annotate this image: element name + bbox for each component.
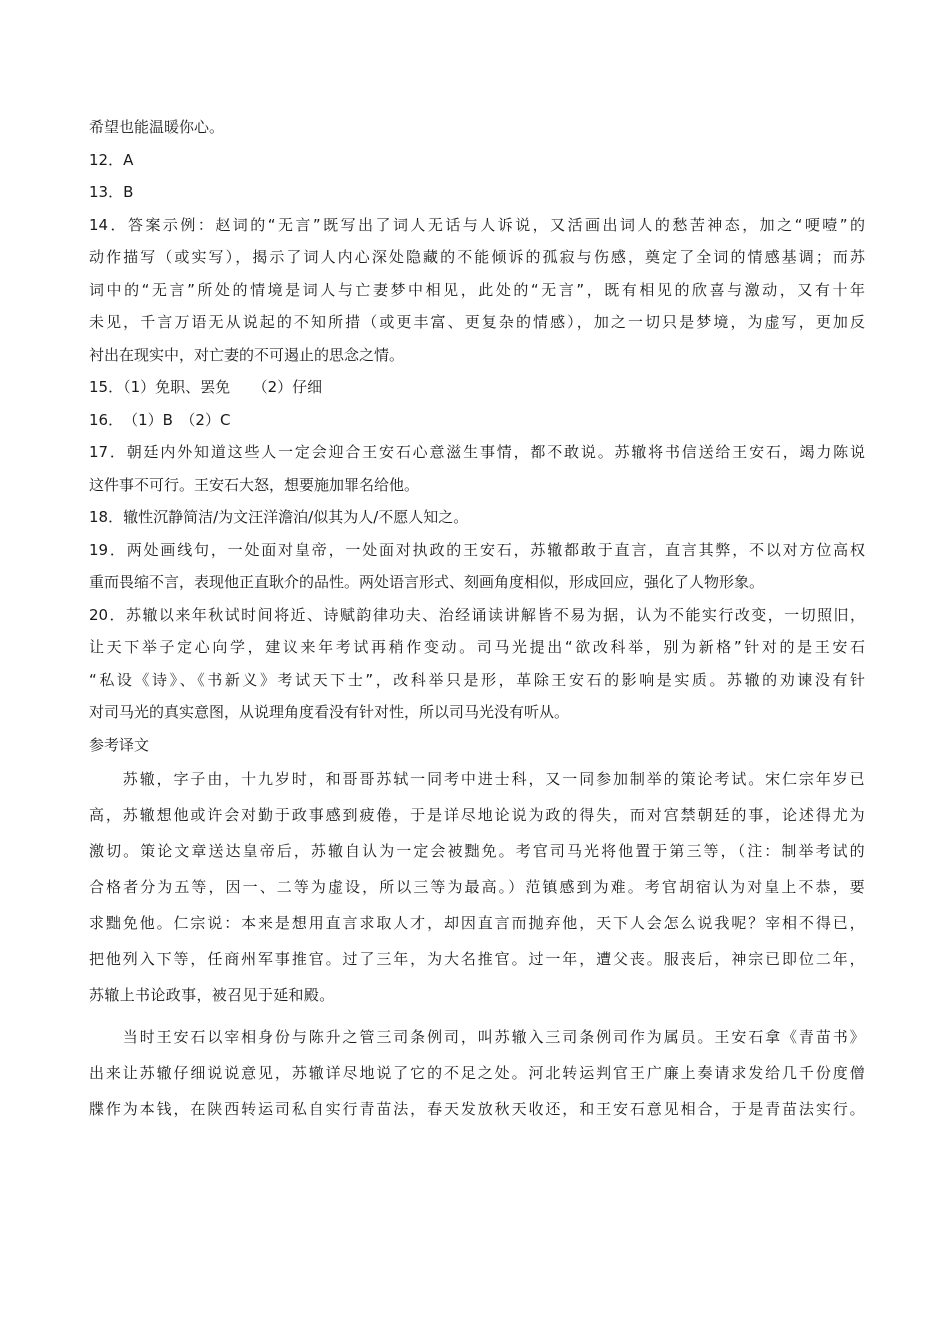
translation-heading: 参考译文 [89,735,150,754]
answer-14-line: 未见，千言万语无从说起的不知所措（或更丰富、更复杂的情感），加之一切只是梦境，为虚写，更加反 [89,313,865,331]
answer-15: 15．（1）免职、罢免 （2）仔细 [89,378,323,396]
translation-line: 出来让苏辙仔细说说意见，苏辙详尽地说了它的不足之处。河北转运判官王广廉上奏请求发给几千份度僧 [89,1064,865,1082]
answer-20-line: “私设《诗》、《书新义》考试天下士”，改科举只是形，革除王安石的影响是实质。苏辙的劝谏没有针 [89,670,865,689]
answer-11-tail: 希望也能温暖你心。 [89,118,225,136]
answer-14-line: 衬出在现实中，对亡妻的不可遏止的思念之情。 [89,345,405,364]
answer-18: 18．辙性沉静简洁/为文汪洋澹泊/似其为人/不愿人知之。 [89,508,469,526]
translation-line: 高，苏辙想他或许会对勤于政事感到疲倦，于是详尽地论说为政的得失，而对宫禁朝廷的事，论述得尤为 [89,806,865,824]
answer-17-line: 17．朝廷内外知道这些人一定会迎合王安石心意滋生事情，都不敢说。苏辙将书信送给王安石，竭力陈说 [89,443,865,461]
translation-line: 合格者分为五等，因一、二等为虚设，所以三等为最高。）范镇感到为难。考官胡宿认为对皇上不恭，要 [89,878,865,896]
translation-line: 求黜免他。仁宗说：本来是想用直言求取人才，却因直言而抛弃他，天下人会怎么说我呢？宰相不得已， [89,914,865,932]
answer-20 [89,599,865,729]
translation-line: 当时王安石以宰相身份与陈升之管三司条例司，叫苏辙入三司条例司作为属员。王安石拿《青苗书》 [89,1028,865,1046]
answer-16: 16． （1）B （2）C [89,410,231,429]
answer-12: 12．A [89,150,134,169]
translation-line: 把他列入下等，任商州军事推官。过了三年，为大名推官。过一年，遭父丧。服丧后，神宗已即位二年， [89,950,865,968]
answer-19 [89,534,865,599]
answer-19-line: 19．两处画线句，一处面对皇帝，一处面对执政的王安石，苏辙都敢于直言，直言其弊，不以对方位高权 [89,540,865,559]
translation-line: 激切。策论文章送达皇帝后，苏辙自认为一定会被黜免。考官司马光将他置于第三等，（注：制举考试的 [89,842,865,860]
translation-paragraph [89,1019,865,1127]
answer-14 [89,209,865,372]
answer-20-line: 让天下举子定心向学，建议来年考试再稍作变动。司马光提出“欲改科举，别为新格”针对的是王安石 [89,638,865,656]
translation-line: 苏辙上书论政事，被召见于延和殿。 [89,986,335,1004]
answer-19-line: 重而畏缩不言，表现他正直耿介的品性。两处语言形式、刻画角度相似，形成回应，强化了人物形象。 [89,573,765,591]
translation-paragraph [89,761,865,1013]
answer-20-line: 对司马光的真实意图，从说理角度看没有针对性，所以司马光没有听从。 [89,703,570,721]
answer-20-line: 20．苏辙以来年秋试时间将近、诗赋韵律功夫、治经诵读讲解皆不易为据，认为不能实行改变，一切照旧， [89,605,865,624]
translation-line: 苏辙，字子由，十九岁时，和哥哥苏轼一同考中进士科，又一同参加制举的策论考试。宋仁宗年岁已 [89,770,865,788]
translation-line: 牒作为本钱，在陕西转运司私自实行青苗法，春天发放秋天收还，和王安石意见相合，于是青苗法实行。 [89,1100,865,1118]
answer-14-line: 14．答案示例：赵词的“无言”既写出了词人无话与人诉说，又活画出词人的愁苦神态，加之“哽噎”的 [89,215,865,234]
answer-14-line: 动作描写（或实写），揭示了词人内心深处隐藏的不能倾诉的孤寂与伤感，奠定了全词的情感基调；而苏 [89,248,865,266]
answer-17-line: 这件事不可行。王安石大怒，想要施加罪名给他。 [89,475,420,494]
answer-17 [89,436,865,501]
answer-content [89,111,865,1127]
answer-14-line: 词中的“无言”所处的情境是词人与亡妻梦中相见，此处的“无言”，既有相见的欣喜与激动，又有十年 [89,280,865,299]
answer-13: 13．B [89,183,134,201]
